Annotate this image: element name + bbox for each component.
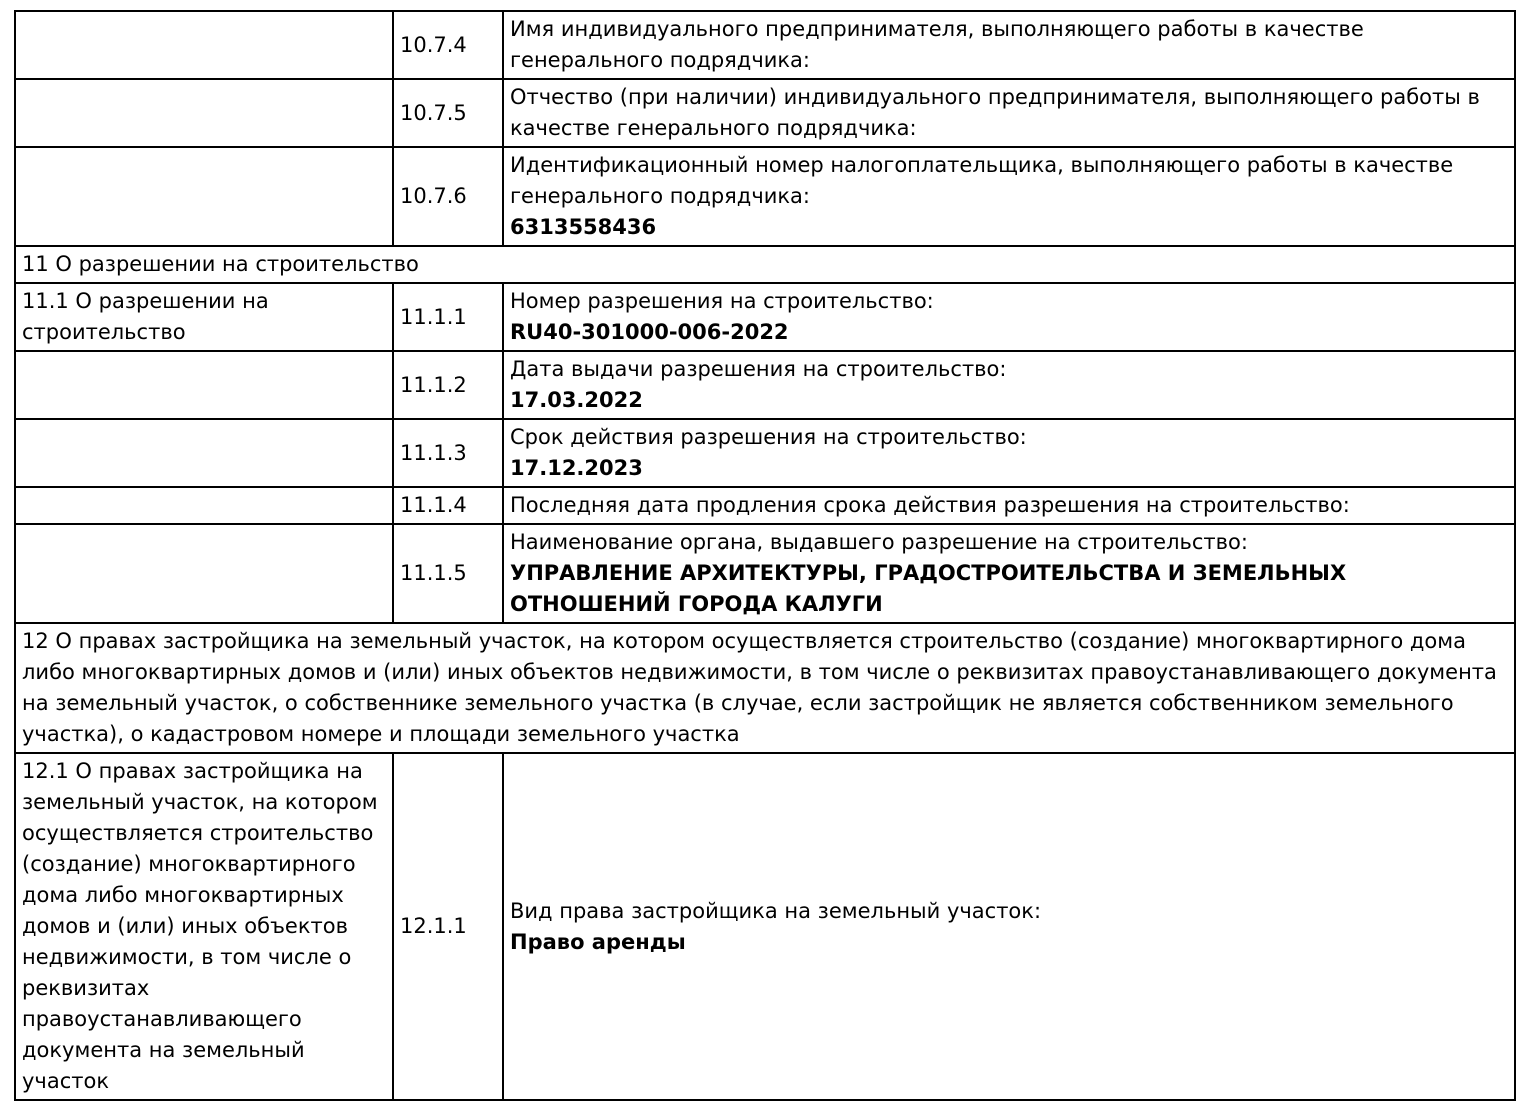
row-content-cell: [503, 147, 1515, 246]
field-label: Идентификационный номер налогоплательщика, выполняющего работы в качестве генерального подрядчика:: [510, 153, 1454, 208]
table-row: [15, 79, 1515, 147]
field-value: 17.12.2023: [510, 456, 643, 480]
field-label: Номер разрешения на строительство:: [510, 289, 934, 313]
table-row: [15, 419, 1515, 487]
field-label: Дата выдачи разрешения на строительство:: [510, 357, 1007, 381]
row-left-cell: [15, 79, 393, 147]
row-number-cell: 11.1.5: [393, 524, 503, 623]
field-value: УПРАВЛЕНИЕ АРХИТЕКТУРЫ, ГРАДОСТРОИТЕЛЬСТВА И ЗЕМЕЛЬНЫХ ОТНОШЕНИЙ ГОРОДА КАЛУГИ: [510, 561, 1347, 616]
row-number-cell: 10.7.6: [393, 147, 503, 246]
row-number-cell: 11.1.4: [393, 487, 503, 524]
section-row: [15, 623, 1515, 753]
row-left-cell: [15, 487, 393, 524]
row-left-cell: [15, 351, 393, 419]
row-content-cell: [503, 79, 1515, 147]
row-left-cell: [15, 524, 393, 623]
field-label: Отчество (при наличии) индивидуального предпринимателя, выполняющего работы в качестве генерального подрядчика:: [510, 85, 1480, 140]
field-label: Срок действия разрешения на строительство:: [510, 425, 1027, 449]
row-content-cell: [503, 487, 1515, 524]
row-number-cell: 11.1.2: [393, 351, 503, 419]
table-row: [15, 11, 1515, 79]
field-value: 17.03.2022: [510, 388, 643, 412]
table-row: [15, 524, 1515, 623]
field-label: Последняя дата продления срока действия разрешения на строительство:: [510, 493, 1350, 517]
row-left-cell: 12.1 О правах застройщика на земельный участок, на котором осуществляется строительство (создание) многоквартирного дома либо многоквартирных домов и (или) иных объектов недвижимости, в том числе о реквизитах правоустанавливающего документа на земельный участок: [15, 753, 393, 1100]
row-number-cell: 10.7.4: [393, 11, 503, 79]
section-heading: 12 О правах застройщика на земельный участок, на котором осуществляется строительство (создание) многоквартирного дома либо многоквартирных домов и (или) иных объектов недвижимости, в том числе о реквизитах правоустанавливающего документа на земельный участок, о собственнике земельного участка (в случае, если застройщик не является собственником земельного участка), о кадастровом номере и площади земельного участка: [15, 623, 1515, 753]
row-left-cell: [15, 11, 393, 79]
row-left-cell: [15, 147, 393, 246]
row-content-cell: [503, 11, 1515, 79]
table-row: [15, 487, 1515, 524]
row-number-cell: 11.1.1: [393, 283, 503, 351]
row-left-cell: 11.1 О разрешении на строительство: [15, 283, 393, 351]
field-label: Наименование органа, выдавшего разрешение на строительство:: [510, 530, 1248, 554]
project-declaration-table: [14, 10, 1516, 1101]
row-content-cell: [503, 753, 1515, 1100]
row-content-cell: [503, 419, 1515, 487]
field-value: 6313558436: [510, 215, 657, 239]
field-value: Право аренды: [510, 929, 686, 954]
field-label: Вид права застройщика на земельный участок:: [510, 898, 1042, 923]
row-left-cell: [15, 419, 393, 487]
row-content-cell: [503, 283, 1515, 351]
field-value: RU40-301000-006-2022: [510, 320, 789, 344]
field-label: Имя индивидуального предпринимателя, выполняющего работы в качестве генерального подрядчика:: [510, 17, 1364, 72]
row-number-cell: 12.1.1: [393, 753, 503, 1100]
table-row: [15, 351, 1515, 419]
row-content-cell: [503, 351, 1515, 419]
section-row: [15, 246, 1515, 283]
table-row: [15, 283, 1515, 351]
row-content-cell: [503, 524, 1515, 623]
row-number-cell: 10.7.5: [393, 79, 503, 147]
section-heading: 11 О разрешении на строительство: [15, 246, 1515, 283]
table-row: [15, 147, 1515, 246]
row-number-cell: 11.1.3: [393, 419, 503, 487]
table-row: [15, 753, 1515, 1100]
